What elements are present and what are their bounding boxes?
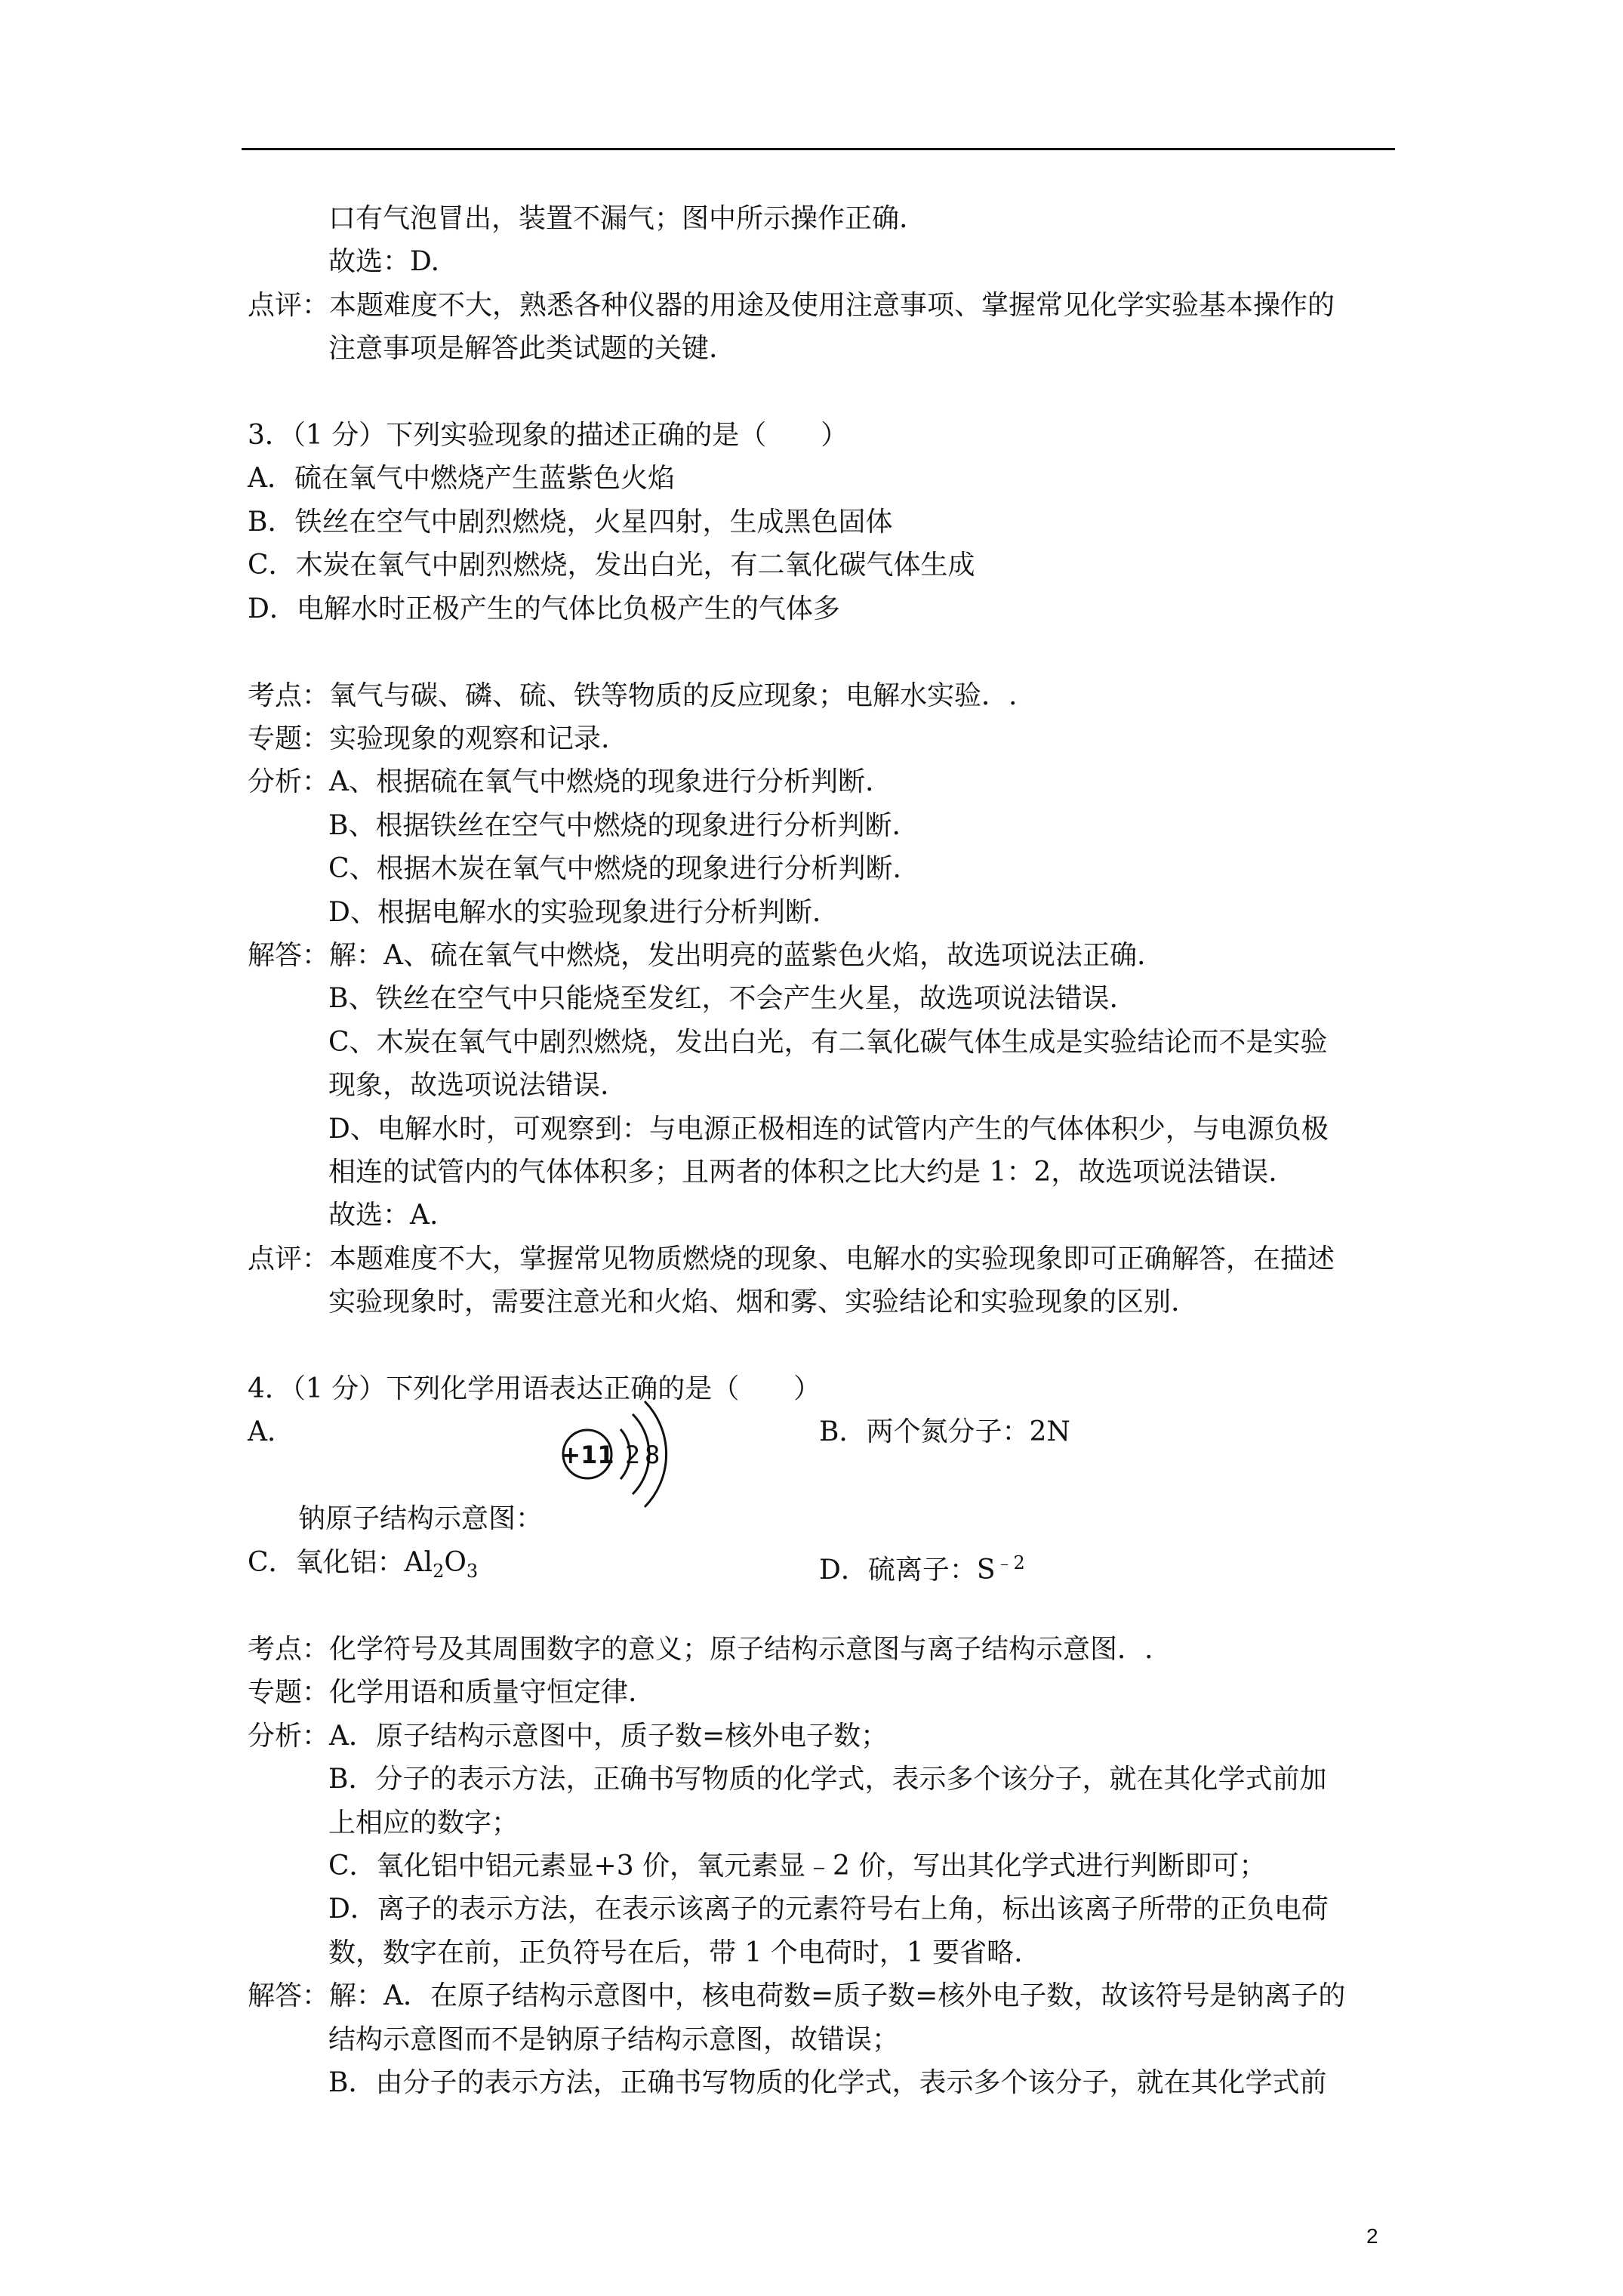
option-a-caption: 钠原子结构示意图： — [298, 1503, 544, 1534]
text-line: 注意事项是解答此类试题的关键. — [328, 333, 718, 364]
question-4-title: 4．（1 分）下列化学用语表达正确的是（ ） — [248, 1373, 821, 1404]
shell-2-electrons: 8 — [645, 1441, 661, 1469]
option-d — [819, 1546, 1025, 1587]
text-line: B．分子的表示方法，正确书写物质的化学式，表示多个该分子，就在其化学式前加 — [328, 1764, 1327, 1795]
atom-structure-diagram — [551, 1395, 679, 1509]
text-line: 现象，故选项说法错误. — [328, 1070, 609, 1101]
fenxi-line: 分析：A、根据硫在氧气中燃烧的现象进行分析判断. — [248, 766, 874, 797]
kaodian-line: 考点：氧气与碳、磷、硫、铁等物质的反应现象；电解水实验．. — [248, 680, 1018, 711]
text-line: C．氧化铝中铝元素显+3 价，氧元素显﹣2 价，写出其化学式进行判断即可； — [328, 1851, 1267, 1881]
option-a: A．硫在氧气中燃烧产生蓝紫色火焰 — [248, 463, 675, 494]
fenxi-line: 分析：A．原子结构示意图中，质子数=核外电子数； — [248, 1721, 888, 1752]
text-line: C、木炭在氧气中剧烈燃烧，发出白光，有二氧化碳气体生成是实验结论而不是实验 — [328, 1027, 1328, 1058]
header-rule — [242, 148, 1395, 150]
text-line: D、根据电解水的实验现象进行分析判断. — [328, 897, 821, 928]
text-line: 口有气泡冒出，装置不漏气；图中所示操作正确. — [328, 203, 908, 234]
text-line: 故选：D. — [328, 246, 440, 277]
text-line: B、铁丝在空气中只能烧至发红，不会产生火星，故选项说法错误. — [328, 983, 1118, 1014]
question-3-title: 3．（1 分）下列实验现象的描述正确的是（ ） — [248, 420, 848, 451]
text-line: D．离子的表示方法，在表示该离子的元素符号右上角，标出该离子所带的正负电荷 — [328, 1894, 1329, 1925]
page-number: 2 — [1366, 2224, 1378, 2248]
comment-line: 点评：本题难度不大，熟悉各种仪器的用途及使用注意事项、掌握常见化学实验基本操作的 — [248, 290, 1335, 321]
option-b: B．两个氮分子：2N — [819, 1416, 1070, 1447]
jieda-line: 解答：解：A、硫在氧气中燃烧，发出明亮的蓝紫色火焰，故选项说法正确. — [248, 940, 1146, 971]
option-a: A． — [248, 1416, 294, 1447]
superscript: ﹣2 — [995, 1552, 1025, 1573]
text-line: 上相应的数字； — [328, 1808, 519, 1838]
text-line: B、根据铁丝在空气中燃烧的现象进行分析判断. — [328, 810, 901, 841]
jieda-line: 解答：解：A．在原子结构示意图中，核电荷数=质子数=核外电子数，故该符号是钠离子的 — [248, 1980, 1346, 2011]
text-line: 实验现象时，需要注意光和火焰、烟和雾、实验结论和实验现象的区别. — [328, 1287, 1180, 1318]
text-line: 结构示意图而不是钠原子结构示意图，故错误； — [328, 2024, 900, 2055]
option-d-text: D．硫离子：S — [819, 1555, 996, 1586]
option-d: D．电解水时正极产生的气体比负极产生的气体多 — [248, 593, 840, 624]
shell-1-electrons: 2 — [625, 1441, 641, 1469]
text-line: 相连的试管内的气体体积多；且两者的体积之比大约是 1：2，故选项说法错误. — [328, 1157, 1277, 1188]
zhuanti-line: 专题：化学用语和质量守恒定律. — [248, 1677, 637, 1708]
text-line: C、根据木炭在氧气中燃烧的现象进行分析判断. — [328, 853, 901, 884]
comment-line: 点评：本题难度不大，掌握常见物质燃烧的现象、电解水的实验现象即可正确解答，在描述 — [248, 1244, 1335, 1274]
option-c — [248, 1546, 478, 1588]
kaodian-line: 考点：化学符号及其周围数字的意义；原子结构示意图与离子结构示意图．. — [248, 1634, 1153, 1665]
formula-part: O — [444, 1547, 467, 1578]
text-line: D、电解水时，可观察到：与电源正极相连的试管内产生的气体体积少，与电源负极 — [328, 1114, 1329, 1145]
option-c: C．木炭在氧气中剧烈燃烧，发出白光，有二氧化碳气体生成 — [248, 550, 975, 581]
option-b: B．铁丝在空气中剧烈燃烧，火星四射，生成黑色固体 — [248, 507, 893, 538]
text-line: 数，数字在前，正负符号在后，带 1 个电荷时，1 要省略. — [328, 1937, 1023, 1968]
subscript: 3 — [466, 1561, 479, 1583]
option-c-text: C．氧化铝：Al — [248, 1547, 433, 1578]
text-line: 故选：A. — [328, 1200, 439, 1231]
nucleus-charge: +11 — [560, 1441, 614, 1469]
zhuanti-line: 专题：实验现象的观察和记录. — [248, 723, 610, 754]
subscript: 2 — [433, 1561, 445, 1583]
text-line: B．由分子的表示方法，正确书写物质的化学式，表示多个该分子，就在其化学式前 — [328, 2067, 1327, 2098]
